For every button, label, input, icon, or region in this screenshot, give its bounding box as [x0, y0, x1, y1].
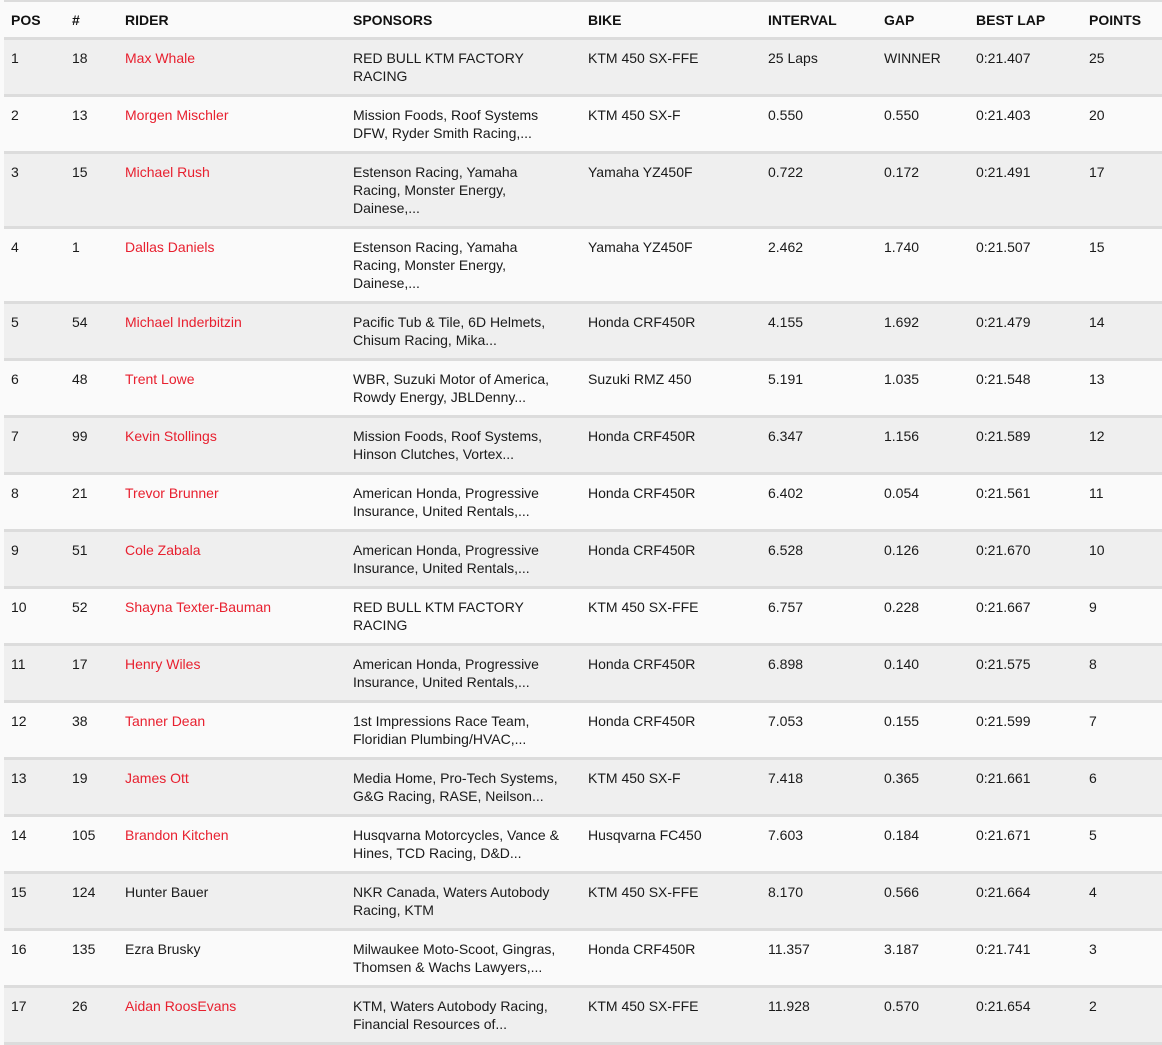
table-row: [4, 474, 1162, 531]
cell-pos: 2: [4, 96, 65, 153]
table-row: [4, 303, 1162, 360]
column-header-best-lap: BEST LAP: [969, 2, 1082, 39]
cell-sponsors: Mission Foods, Roof Systems DFW, Ryder Smith Racing,...: [346, 96, 581, 153]
rider-link[interactable]: Brandon Kitchen: [125, 827, 229, 843]
table-row: [4, 873, 1162, 930]
cell-pos: 6: [4, 360, 65, 417]
cell-points: 4: [1082, 873, 1162, 930]
cell-rider: [118, 816, 346, 873]
cell-bike: KTM 450 SX-F: [581, 759, 761, 816]
cell-interval: 7.418: [761, 759, 877, 816]
cell-number: 18: [65, 39, 118, 96]
table-row: [4, 96, 1162, 153]
cell-gap: 0.140: [877, 645, 969, 702]
cell-bike: Yamaha YZ450F: [581, 153, 761, 228]
rider-link[interactable]: Aidan RoosEvans: [125, 998, 237, 1014]
cell-pos: 1: [4, 39, 65, 96]
cell-gap: 0.184: [877, 816, 969, 873]
cell-pos: 12: [4, 702, 65, 759]
cell-points: 8: [1082, 645, 1162, 702]
column-header-pos: POS: [4, 2, 65, 39]
cell-gap: 0.365: [877, 759, 969, 816]
cell-sponsors: NKR Canada, Waters Autobody Racing, KTM: [346, 873, 581, 930]
cell-best-lap: 0:21.548: [969, 360, 1082, 417]
cell-best-lap: 0:21.741: [969, 930, 1082, 987]
cell-bike: KTM 450 SX-FFE: [581, 39, 761, 96]
cell-points: 9: [1082, 588, 1162, 645]
cell-rider: [118, 39, 346, 96]
cell-rider: [118, 417, 346, 474]
table-row: [4, 360, 1162, 417]
cell-pos: 9: [4, 531, 65, 588]
cell-interval: 25 Laps: [761, 39, 877, 96]
cell-sponsors: RED BULL KTM FACTORY RACING: [346, 39, 581, 96]
cell-interval: 6.528: [761, 531, 877, 588]
cell-number: 105: [65, 816, 118, 873]
cell-bike: Honda CRF450R: [581, 303, 761, 360]
rider-link[interactable]: James Ott: [125, 770, 189, 786]
cell-pos: 11: [4, 645, 65, 702]
cell-interval: 6.347: [761, 417, 877, 474]
cell-points: 20: [1082, 96, 1162, 153]
cell-rider: [118, 873, 346, 930]
cell-rider: [118, 531, 346, 588]
cell-sponsors: American Honda, Progressive Insurance, United Rentals,...: [346, 531, 581, 588]
cell-points: 12: [1082, 417, 1162, 474]
cell-number: 21: [65, 474, 118, 531]
cell-gap: 0.155: [877, 702, 969, 759]
cell-points: 7: [1082, 702, 1162, 759]
cell-bike: KTM 450 SX-F: [581, 96, 761, 153]
cell-gap: 1.156: [877, 417, 969, 474]
cell-points: 6: [1082, 759, 1162, 816]
cell-rider: [118, 96, 346, 153]
column-header-interval: INTERVAL: [761, 2, 877, 39]
cell-points: 25: [1082, 39, 1162, 96]
cell-rider: [118, 759, 346, 816]
cell-points: 13: [1082, 360, 1162, 417]
cell-bike: Honda CRF450R: [581, 531, 761, 588]
cell-gap: 0.566: [877, 873, 969, 930]
cell-interval: 5.191: [761, 360, 877, 417]
cell-best-lap: 0:21.407: [969, 39, 1082, 96]
cell-number: 26: [65, 987, 118, 1044]
cell-rider: [118, 588, 346, 645]
cell-number: 48: [65, 360, 118, 417]
cell-gap: 0.550: [877, 96, 969, 153]
cell-sponsors: Media Home, Pro-Tech Systems, G&G Racing, RASE, Neilson...: [346, 759, 581, 816]
rider-link[interactable]: Cole Zabala: [125, 542, 201, 558]
race-results-table: [4, 2, 1162, 1045]
cell-interval: 7.053: [761, 702, 877, 759]
cell-best-lap: 0:21.589: [969, 417, 1082, 474]
cell-number: 51: [65, 531, 118, 588]
cell-pos: 4: [4, 228, 65, 303]
cell-bike: Honda CRF450R: [581, 474, 761, 531]
cell-gap: 3.187: [877, 930, 969, 987]
table-row: [4, 987, 1162, 1044]
cell-number: 15: [65, 153, 118, 228]
cell-number: 19: [65, 759, 118, 816]
cell-interval: 0.550: [761, 96, 877, 153]
rider-link[interactable]: Trent Lowe: [125, 371, 195, 387]
cell-best-lap: 0:21.479: [969, 303, 1082, 360]
cell-best-lap: 0:21.671: [969, 816, 1082, 873]
cell-points: 11: [1082, 474, 1162, 531]
cell-interval: 6.898: [761, 645, 877, 702]
table-row: [4, 153, 1162, 228]
cell-interval: 6.402: [761, 474, 877, 531]
cell-points: 2: [1082, 987, 1162, 1044]
cell-best-lap: 0:21.661: [969, 759, 1082, 816]
cell-sponsors: American Honda, Progressive Insurance, United Rentals,...: [346, 474, 581, 531]
results-table-container: [4, 0, 1162, 1045]
cell-rider: [118, 360, 346, 417]
cell-best-lap: 0:21.403: [969, 96, 1082, 153]
column-header-bike: BIKE: [581, 2, 761, 39]
cell-pos: 17: [4, 987, 65, 1044]
cell-number: 52: [65, 588, 118, 645]
cell-best-lap: 0:21.654: [969, 987, 1082, 1044]
cell-bike: KTM 450 SX-FFE: [581, 987, 761, 1044]
table-row: [4, 39, 1162, 96]
cell-interval: 0.722: [761, 153, 877, 228]
rider-link[interactable]: Michael Inderbitzin: [125, 314, 242, 330]
cell-sponsors: Mission Foods, Roof Systems, Hinson Clutches, Vortex...: [346, 417, 581, 474]
cell-pos: 16: [4, 930, 65, 987]
cell-rider: [118, 474, 346, 531]
cell-interval: 11.928: [761, 987, 877, 1044]
table-row: [4, 759, 1162, 816]
rider-link[interactable]: Dallas Daniels: [125, 239, 215, 255]
cell-pos: 7: [4, 417, 65, 474]
column-header-points: POINTS: [1082, 2, 1162, 39]
cell-rider: [118, 153, 346, 228]
table-header-row: [4, 2, 1162, 39]
cell-points: 3: [1082, 930, 1162, 987]
cell-bike: KTM 450 SX-FFE: [581, 588, 761, 645]
cell-sponsors: WBR, Suzuki Motor of America, Rowdy Energy, JBLDenny...: [346, 360, 581, 417]
cell-pos: 10: [4, 588, 65, 645]
cell-pos: 14: [4, 816, 65, 873]
table-row: [4, 930, 1162, 987]
rider-link[interactable]: Trevor Brunner: [125, 485, 219, 501]
table-row: [4, 228, 1162, 303]
cell-rider: [118, 930, 346, 987]
cell-sponsors: Estenson Racing, Yamaha Racing, Monster Energy, Dainese,...: [346, 153, 581, 228]
cell-pos: 15: [4, 873, 65, 930]
column-header-rider: RIDER: [118, 2, 346, 39]
table-row: [4, 816, 1162, 873]
cell-sponsors: KTM, Waters Autobody Racing, Financial Resources of...: [346, 987, 581, 1044]
cell-gap: 0.054: [877, 474, 969, 531]
cell-number: 38: [65, 702, 118, 759]
cell-best-lap: 0:21.664: [969, 873, 1082, 930]
cell-points: 5: [1082, 816, 1162, 873]
table-row: [4, 417, 1162, 474]
cell-bike: Honda CRF450R: [581, 930, 761, 987]
rider-link[interactable]: Max Whale: [125, 50, 196, 66]
cell-gap: WINNER: [877, 39, 969, 96]
cell-gap: 0.570: [877, 987, 969, 1044]
cell-bike: KTM 450 SX-FFE: [581, 873, 761, 930]
cell-rider: [118, 645, 346, 702]
table-row: [4, 645, 1162, 702]
cell-number: 1: [65, 228, 118, 303]
cell-gap: 1.035: [877, 360, 969, 417]
cell-number: 17: [65, 645, 118, 702]
cell-number: 124: [65, 873, 118, 930]
cell-sponsors: RED BULL KTM FACTORY RACING: [346, 588, 581, 645]
cell-best-lap: 0:21.599: [969, 702, 1082, 759]
cell-best-lap: 0:21.575: [969, 645, 1082, 702]
cell-bike: Yamaha YZ450F: [581, 228, 761, 303]
column-header-number: #: [65, 2, 118, 39]
rider-link[interactable]: Tanner Dean: [125, 713, 206, 729]
cell-sponsors: Estenson Racing, Yamaha Racing, Monster Energy, Dainese,...: [346, 228, 581, 303]
cell-gap: 1.740: [877, 228, 969, 303]
rider-name: Hunter Bauer: [125, 884, 209, 900]
rider-link[interactable]: Henry Wiles: [125, 656, 201, 672]
cell-points: 15: [1082, 228, 1162, 303]
cell-interval: 4.155: [761, 303, 877, 360]
cell-bike: Honda CRF450R: [581, 417, 761, 474]
column-header-sponsors: SPONSORS: [346, 2, 581, 39]
table-row: [4, 702, 1162, 759]
rider-link[interactable]: Kevin Stollings: [125, 428, 217, 444]
cell-interval: 7.603: [761, 816, 877, 873]
cell-number: 99: [65, 417, 118, 474]
cell-best-lap: 0:21.507: [969, 228, 1082, 303]
cell-points: 14: [1082, 303, 1162, 360]
cell-gap: 0.126: [877, 531, 969, 588]
cell-interval: 11.357: [761, 930, 877, 987]
cell-interval: 8.170: [761, 873, 877, 930]
cell-bike: Husqvarna FC450: [581, 816, 761, 873]
cell-bike: Suzuki RMZ 450: [581, 360, 761, 417]
cell-pos: 8: [4, 474, 65, 531]
rider-link[interactable]: Morgen Mischler: [125, 107, 229, 123]
cell-best-lap: 0:21.561: [969, 474, 1082, 531]
column-header-gap: GAP: [877, 2, 969, 39]
cell-pos: 3: [4, 153, 65, 228]
cell-points: 10: [1082, 531, 1162, 588]
cell-gap: 1.692: [877, 303, 969, 360]
rider-link[interactable]: Michael Rush: [125, 164, 210, 180]
cell-number: 13: [65, 96, 118, 153]
cell-sponsors: American Honda, Progressive Insurance, United Rentals,...: [346, 645, 581, 702]
cell-gap: 0.172: [877, 153, 969, 228]
cell-number: 54: [65, 303, 118, 360]
cell-best-lap: 0:21.670: [969, 531, 1082, 588]
cell-rider: [118, 702, 346, 759]
cell-number: 135: [65, 930, 118, 987]
cell-pos: 13: [4, 759, 65, 816]
cell-best-lap: 0:21.491: [969, 153, 1082, 228]
cell-best-lap: 0:21.667: [969, 588, 1082, 645]
cell-pos: 5: [4, 303, 65, 360]
rider-name: Ezra Brusky: [125, 941, 201, 957]
cell-sponsors: Husqvarna Motorcycles, Vance & Hines, TCD Racing, D&D...: [346, 816, 581, 873]
cell-sponsors: Pacific Tub & Tile, 6D Helmets, Chisum Racing, Mika...: [346, 303, 581, 360]
cell-interval: 6.757: [761, 588, 877, 645]
cell-rider: [118, 303, 346, 360]
cell-sponsors: Milwaukee Moto-Scoot, Gingras, Thomsen & Wachs Lawyers,...: [346, 930, 581, 987]
rider-link[interactable]: Shayna Texter-Bauman: [125, 599, 272, 615]
cell-bike: Honda CRF450R: [581, 702, 761, 759]
cell-rider: [118, 987, 346, 1044]
cell-gap: 0.228: [877, 588, 969, 645]
table-row: [4, 588, 1162, 645]
cell-points: 17: [1082, 153, 1162, 228]
cell-rider: [118, 228, 346, 303]
cell-bike: Honda CRF450R: [581, 645, 761, 702]
cell-interval: 2.462: [761, 228, 877, 303]
table-row: [4, 531, 1162, 588]
cell-sponsors: 1st Impressions Race Team, Floridian Plumbing/HVAC,...: [346, 702, 581, 759]
